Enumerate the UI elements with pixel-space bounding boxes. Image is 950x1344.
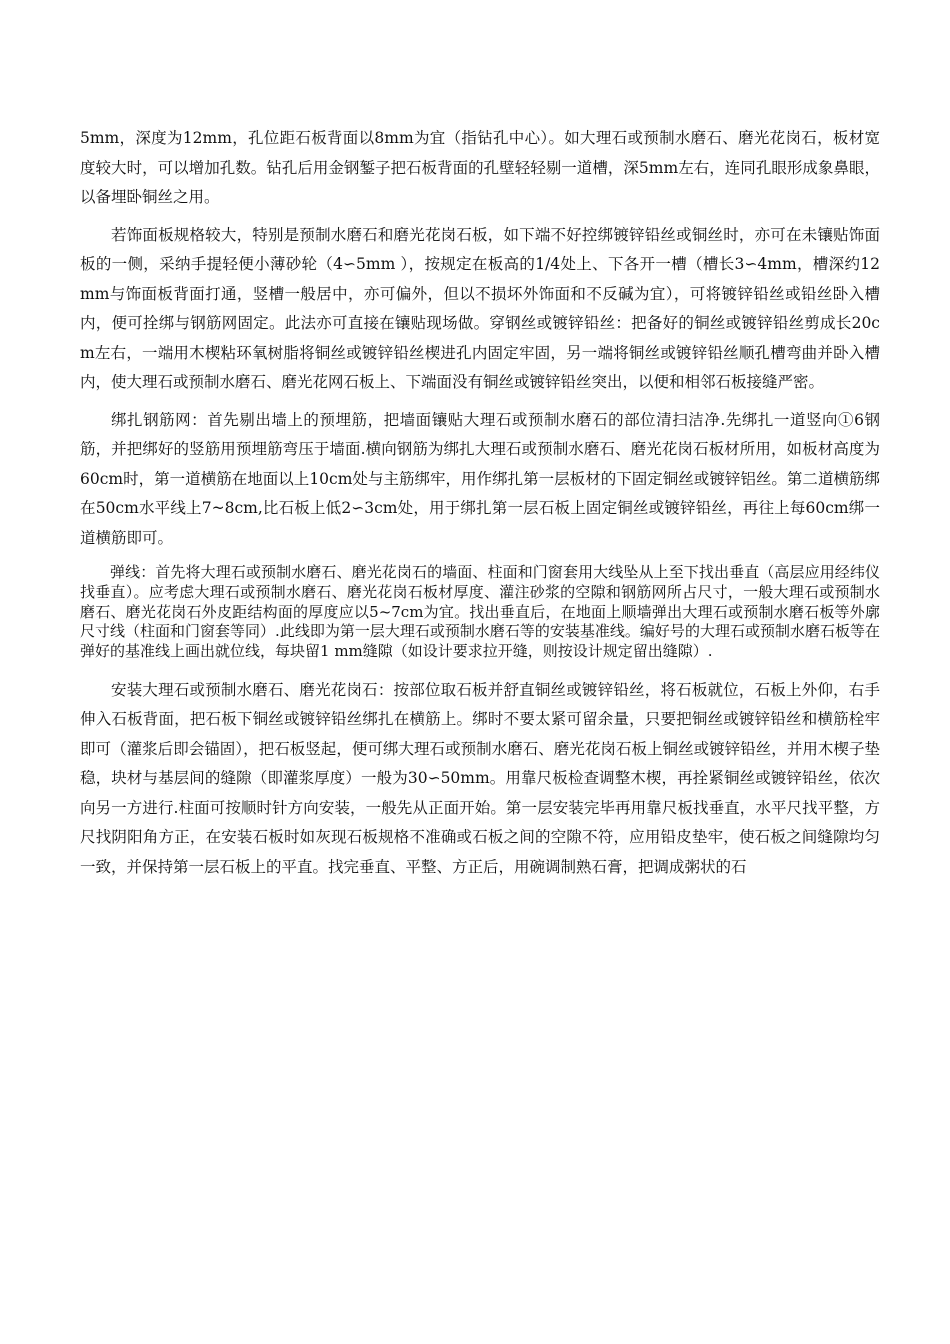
paragraph-chalk-line: 弹线：首先将大理石或预制水磨石、磨光花岗石的墙面、柱面和门窗套用大线坠从上至下找出垂直（高层应用经纬仪找垂直）。应考虑大理石或预制水磨石、磨光花岗石板材厚度、灌注砂浆的空隙和钢筋网所占尺寸，一般大理石或预制水磨石、磨光花岗石外皮距结构面的厚度应以5~7cm为宜。找出垂直后，在地面上顺墙弹出大理石或预制水磨石板等外廓尺寸线（柱面和门窗套等同）.此线即为第一层大理石或预制水磨石等的安装基准线。编好号的大理石或预制水磨石板等在弹好的基准线上画出就位线，每块留1 mm缝隙（如设计要求拉开缝，则按设计规定留出缝隙）. <box>80 563 880 661</box>
paragraph-slot-cutting: 若饰面板规格较大，特别是预制水磨石和磨光花岗石板，如下端不好控绑镀锌铅丝或铜丝时，亦可在未镶贴饰面板的一侧，采纳手提轻便小薄砂轮（4∽5mm ），按规定在板高的1/4处上、下各开一槽（槽长3∽4mm，槽深约12mm与饰面板背面打通，竖槽一般居中，亦可偏外，但以不损坏外饰面和不反碱为宜），可将镀锌铅丝或铅丝卧入槽内，便可拴绑与钢筋网固定。此法亦可直接在镶贴现场做。穿钢丝或镀锌铅丝：把备好的铜丝或镀锌铅丝剪成长20cm左右，一端用木楔粘环氧树脂将铜丝或镀锌铅丝楔进孔内固定牢固，另一端将铜丝或镀锌铅丝顺孔槽弯曲并卧入槽内，使大理石或预制水磨石、磨光花网石板上、下端面没有铜丝或镀锌铅丝突出，以便和相邻石板接缝严密。 <box>80 225 880 391</box>
paragraph-rebar-mesh: 绑扎钢筋网：首先剔出墙上的预埋筋，把墙面镶贴大理石或预制水磨石的部位清扫洁净.先绑扎一道竖向①6钢筋，并把绑好的竖筋用预埋筋弯压于墙面.横向钢筋为绑扎大理石或预制水磨石、磨光花岗石板材所用，如板材高度为60cm时，第一道横筋在地面以上10cm处与主筋绑牢，用作绑扎第一层板材的下固定铜丝或镀锌铝丝。第二道横筋绑在50cm水平线上7~8cm,比石板上低2∽3cm处，用于绑扎第一层石板上固定铜丝或镀锌铅丝，再往上每60cm绑一道横筋即可。 <box>80 410 880 547</box>
paragraph-drilling-continuation: 5mm，深度为12mm，孔位距石板背面以8mm为宜（指钻孔中心）。如大理石或预制水磨石、磨光花岗石，板材宽度较大时，可以增加孔数。钻孔后用金钢錾子把石板背面的孔壁轻轻剔一道槽，深5mm左右，连同孔眼形成象鼻眼，以备埋卧铜丝之用。 <box>80 129 880 206</box>
document-body <box>80 124 880 890</box>
paragraph-installation: 安装大理石或预制水磨石、磨光花岗石：按部位取石板并舒直铜丝或镀锌铅丝，将石板就位，石板上外仰，右手伸入石板背面，把石板下铜丝或镀锌铅丝绑扎在横筋上。绑时不要太紧可留余量，只要把铜丝或镀锌铅丝和横筋栓牢即可（灌浆后即会锚固），把石板竖起，便可绑大理石或预制水磨石、磨光花岗石板上铜丝或镀锌铅丝，并用木楔子垫稳，块材与基层间的缝隙（即灌浆厚度）一般为30∽50mm。用靠尺板检查调整木楔，再拴紧铜丝或镀锌铅丝，依次向另一方进行.柱面可按顺时针方向安装，一般先从正面开始。第一层安装完毕再用靠尺板找垂直，水平尺找平整，方尺找阴阳角方正，在安装石板时如灰现石板规格不准确或石板之间的空隙不符，应用铅皮垫牢，使石板之间缝隙均匀一致，并保持第一层石板上的平直。找完垂直、平整、方正后，用碗调制熟石膏，把调成粥状的石 <box>80 680 880 876</box>
